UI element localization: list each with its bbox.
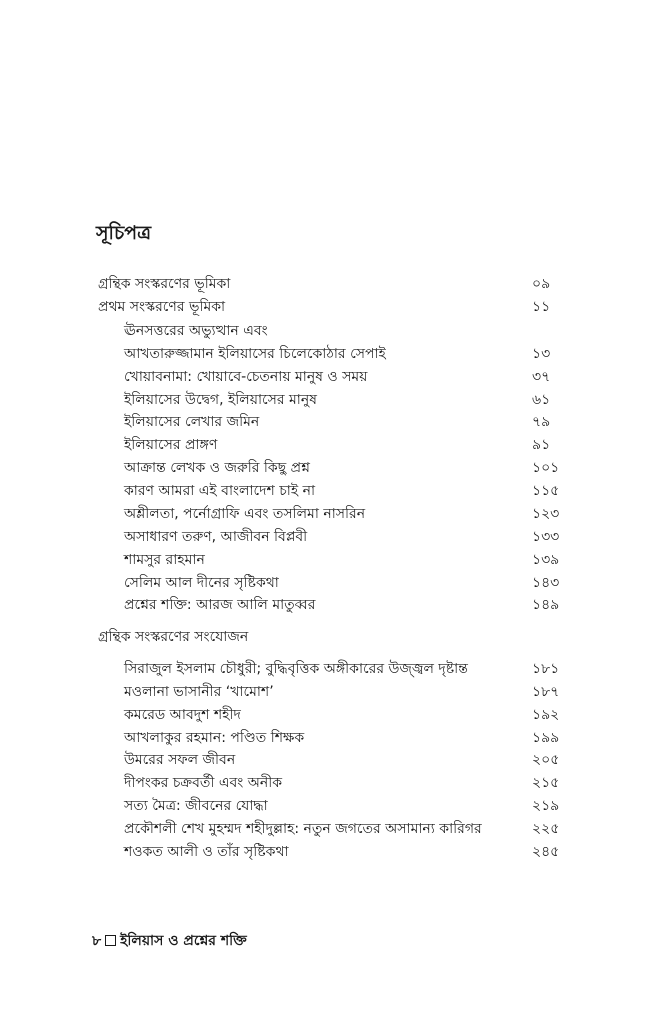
footer-page-number: ৮ [92, 933, 102, 949]
square-icon [105, 935, 116, 946]
footer-book-title: ইলিয়াস ও প্রশ্নের শক্তি [120, 933, 247, 949]
toc-entry [0, 658, 652, 680]
toc-entry-page: ১১৫ [532, 483, 560, 499]
toc-entry-title: কমরেড আবদুশ শহীদ [124, 707, 241, 723]
toc-entry-page: ১৩ [532, 346, 551, 362]
toc-entry [0, 727, 652, 749]
toc-entry-title: আখলাকুর রহমান: পণ্ডিত শিক্ষক [124, 730, 305, 746]
toc-entry-title: উমরের সফল জীবন [124, 752, 236, 768]
toc-entry-page: ৭৯ [532, 414, 551, 430]
toc-entry-title: শামসুর রাহমান [124, 552, 205, 568]
toc-entry-page: ৯১ [532, 437, 551, 453]
toc-entry-title: অশ্লীলতা, পর্নোগ্রাফি এবং তসলিমা নাসরিন [124, 506, 366, 522]
page-footer [92, 930, 247, 952]
toc-entry-title: ইলিয়াসের প্রাঙ্গণ [124, 437, 218, 453]
toc-entry-page: ১৯২ [532, 707, 560, 723]
toc-entry [0, 549, 652, 571]
toc-entry-page: ২২৫ [532, 821, 560, 837]
toc-entry [0, 343, 652, 365]
toc-entry [0, 572, 652, 594]
toc-entry-title: আখতারুজ্জামান ইলিয়াসের চিলেকোঠার সেপাই [124, 346, 386, 362]
toc-entry-page: ১১ [532, 299, 551, 315]
toc-entry-title: প্রশ্নের শক্তি: আরজ আলি মাতুব্বর [124, 597, 316, 613]
toc-entry-page: ১২৩ [532, 506, 560, 522]
toc-entry [0, 772, 652, 794]
toc-entry-title: কারণ আমরা এই বাংলাদেশ চাই না [124, 483, 316, 499]
toc-entry [0, 480, 652, 502]
toc-entry [0, 411, 652, 433]
toc-entry [0, 389, 652, 411]
page-title: সূচিপত্র [96, 222, 152, 244]
toc-entry-title: সত্য মৈত্র: জীবনের যোদ্ধা [124, 798, 268, 814]
toc-entry [0, 434, 652, 456]
toc-entry [0, 681, 652, 703]
toc-entry [0, 320, 652, 342]
toc-entry-title: ইলিয়াসের উদ্বেগ, ইলিয়াসের মানুষ [124, 392, 317, 408]
toc-entry-page: ১০১ [532, 460, 560, 476]
toc-entry-title: মওলানা ভাসানীর ‘খামোশ’ [124, 684, 274, 700]
section-heading [0, 626, 652, 648]
toc-entry-page: ২০৫ [532, 752, 560, 768]
section-heading-text: গ্রন্থিক সংস্করণের সংযোজন [98, 629, 249, 645]
toc-entry-title: ইলিয়াসের লেখার জমিন [124, 414, 260, 430]
toc-entry-title: খোয়াবনামা: খোয়াবে-চেতনায় মানুষ ও সময় [124, 369, 368, 385]
toc-entry-page: ৬১ [532, 392, 551, 408]
toc-entry-title: প্রকৌশলী শেখ মুহম্মদ শহীদুল্লাহ: নতুন জগতের অসামান্য কারিগর [124, 821, 482, 837]
toc-entry [0, 704, 652, 726]
toc-entry-title: গ্রন্থিক সংস্করণের ভূমিকা [98, 276, 231, 292]
toc-entry-page: ২১৯ [532, 798, 560, 814]
toc-entry-title: দীপংকর চক্রবর্তী এবং অনীক [124, 775, 283, 791]
toc-entry-title: শওকত আলী ও তাঁর সৃষ্টিকথা [124, 844, 289, 860]
toc-entry [0, 795, 652, 817]
toc-entry [0, 749, 652, 771]
toc-entry-page: ১৩৯ [532, 552, 560, 568]
toc-entry [0, 457, 652, 479]
toc-entry [0, 296, 652, 318]
toc-entry-title: প্রথম সংস্করণের ভূমিকা [98, 299, 226, 315]
toc-entry-page: ১৮৭ [532, 684, 560, 700]
toc-entry [0, 273, 652, 295]
toc-entry-page: ০৯ [532, 276, 551, 292]
toc-entry-page: ৩৭ [532, 369, 551, 385]
toc-entry-title: সিরাজুল ইসলাম চৌধুরী; বুদ্ধিবৃত্তিক অঙ্গীকারের উজ্জ্বল দৃষ্টান্ত [124, 661, 468, 677]
toc-entry [0, 818, 652, 840]
toc-entry-page: ২৪৫ [532, 844, 560, 860]
toc-entry [0, 503, 652, 525]
toc-entry-title: অসাধারণ তরুণ, আজীবন বিপ্লবী [124, 529, 308, 545]
toc-entry-page: ১৪৩ [532, 575, 560, 591]
toc-entry-page: ২১৫ [532, 775, 560, 791]
toc-entry-title: আক্রান্ত লেখক ও জরুরি কিছু প্রশ্ন [124, 460, 310, 476]
toc-entry [0, 841, 652, 863]
toc-entry-page: ১৩৩ [532, 529, 560, 545]
toc-entry [0, 526, 652, 548]
toc-entry [0, 366, 652, 388]
toc-entry-title: ঊনসত্তরের অভ্যুত্থান এবং [124, 323, 268, 339]
toc-entry [0, 594, 652, 616]
toc-entry-page: ১৮১ [532, 661, 560, 677]
toc-entry-title: সেলিম আল দীনের সৃষ্টিকথা [124, 575, 279, 591]
toc-entry-page: ১৯৯ [532, 730, 560, 746]
toc-entry-page: ১৪৯ [532, 597, 560, 613]
